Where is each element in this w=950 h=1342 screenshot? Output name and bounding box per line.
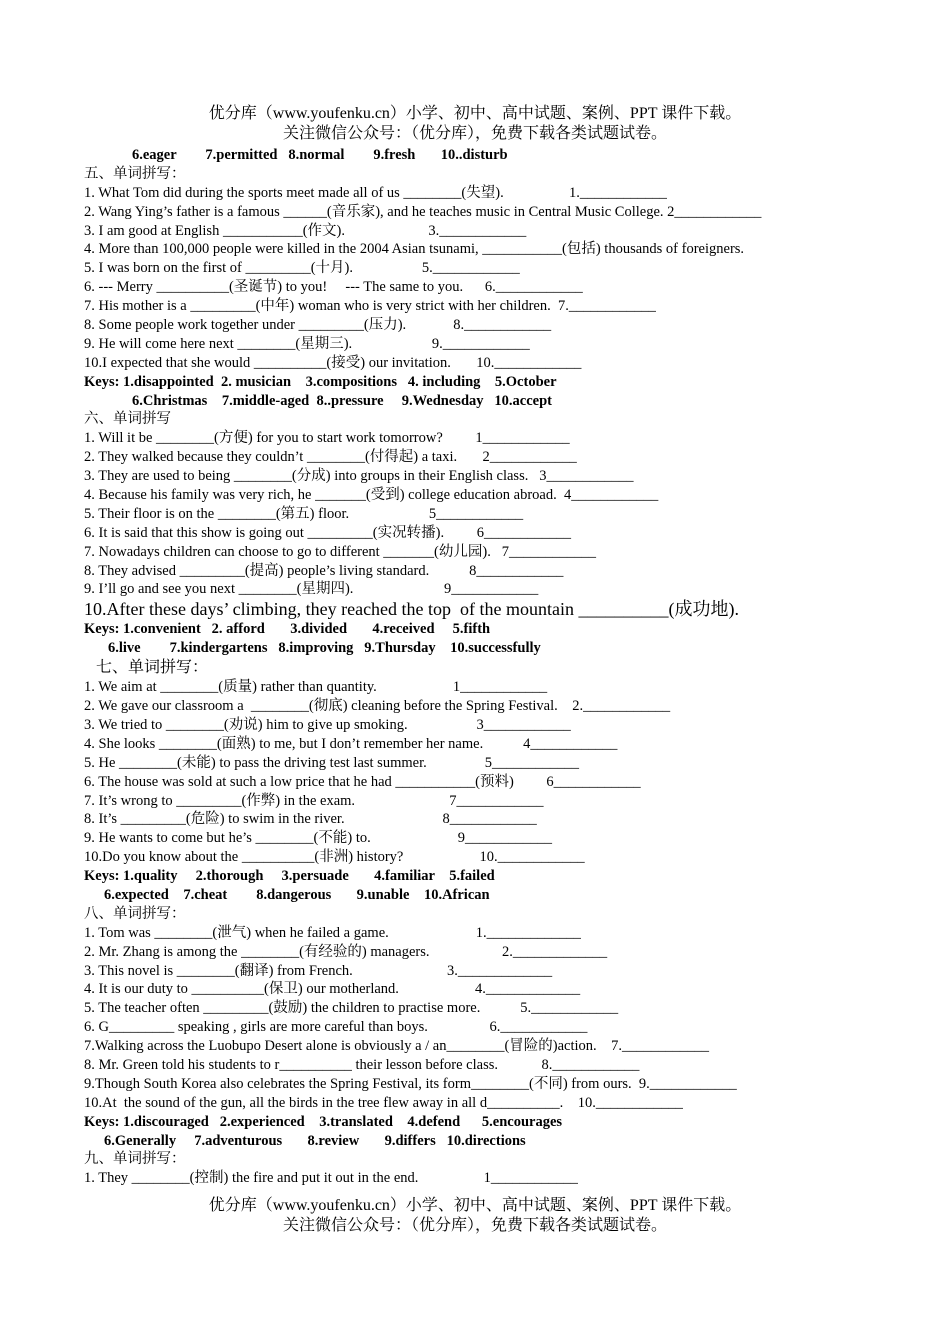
- exercise-line: 10.Do you know about the __________(非洲) history? 10.____________: [84, 849, 585, 866]
- exercise-line: 8. Some people work together under _________(压力). 8.____________: [84, 317, 552, 334]
- exercise-line: 4. More than 100,000 people were killed in the 2004 Asian tsunami, ___________(包括) thousands of foreigners.: [84, 241, 745, 258]
- exercise-line: 7. It’s wrong to _________(作弊) in the exam. 7____________: [84, 792, 544, 809]
- answer-keys-line: Keys: 1.disappointed 2. musician 3.compositions 4. including 5.October: [84, 373, 557, 390]
- section-heading: 五、单词拼写：: [84, 165, 186, 182]
- header-line-1: 优分库（www.youfenku.cn）小学、初中、高中试题、案例、PPT 课件下载。: [208, 105, 742, 122]
- exercise-line: 6. The house was sold at such a low price that he had ___________(预料) 6____________: [84, 773, 641, 790]
- exercise-line: 2. Mr. Zhang is among the ________(有经验的) managers. 2._____________: [84, 943, 608, 960]
- exercise-line: 10.I expected that she would __________(接受) our invitation. 10.____________: [84, 354, 582, 371]
- section-heading: 六、单词拼写: [84, 411, 171, 428]
- exercise-body: [84, 146, 944, 1188]
- exercise-line: 7. Nowadays children can choose to go to different _______(幼儿园). 7____________: [84, 543, 596, 560]
- answer-keys-line: Keys: 1.convenient 2. afford 3.divided 4.received 5.fifth: [84, 621, 491, 638]
- exercise-line: 3. They are used to being ________(分成) into groups in their English class. 3____________: [84, 468, 634, 485]
- exercise-line: 7. His mother is a _________(中年) woman who is very strict with her children. 7.____________: [84, 298, 656, 315]
- footer-line-1: 优分库（www.youfenku.cn）小学、初中、高中试题、案例、PPT 课件下载。: [208, 1197, 742, 1214]
- exercise-line: 4. She looks ________(面熟) to me, but I don’t remember her name. 4____________: [84, 735, 618, 752]
- exercise-line: 8. They advised _________(提高) people’s living standard. 8____________: [84, 562, 564, 579]
- exercise-line: 9.Though South Korea also celebrates the Spring Festival, its form________(不同) from ours. 9.____________: [84, 1075, 737, 1092]
- exercise-line: 1. We aim at ________(质量) rather than quantity. 1____________: [84, 679, 548, 696]
- exercise-line: 1. What Tom did during the sports meet made all of us ________(失望). 1.____________: [84, 184, 667, 201]
- exercise-line: 5. I was born on the first of _________(十月). 5.____________: [84, 260, 520, 277]
- answer-keys-line: 6.expected 7.cheat 8.dangerous 9.unable 10.African: [104, 886, 490, 903]
- answer-keys-line: 6.live 7.kindergartens 8.improving 9.Thursday 10.successfully: [108, 640, 541, 657]
- answer-keys-line: 6.Generally 7.adventurous 8.review 9.differs 10.directions: [104, 1132, 526, 1149]
- page-footer: [0, 1196, 950, 1236]
- exercise-line: 3. We tried to ________(劝说) him to give up smoking. 3____________: [84, 716, 571, 733]
- exercise-line: 10.At the sound of the gun, all the birds in the tree flew away in all d__________. 10.____________: [84, 1094, 683, 1111]
- exercise-line: 8. It’s _________(危险) to swim in the river. 8____________: [84, 811, 537, 828]
- exercise-line: 5. He ________(未能) to pass the driving test last summer. 5____________: [84, 754, 579, 771]
- exercise-line: 4. Because his family was very rich, he _______(受到) college education abroad. 4____________: [84, 487, 659, 504]
- answer-keys-line: Keys: 1.discouraged 2.experienced 3.translated 4.defend 5.encourages: [84, 1113, 563, 1130]
- answer-keys-line: 6.eager 7.permitted 8.normal 9.fresh 10..disturb: [132, 147, 508, 163]
- exercise-line: 3. I am good at English ___________(作文). 3.____________: [84, 222, 527, 239]
- exercise-line: 9. I’ll go and see you next ________(星期四). 9____________: [84, 581, 539, 598]
- page-header: [0, 104, 950, 144]
- exercise-line: 6. --- Merry __________(圣诞节) to you! --- The same to you. 6.____________: [84, 279, 583, 296]
- answer-keys-line: 6.Christmas 7.middle-aged 8..pressure 9.Wednesday 10.accept: [132, 392, 552, 409]
- exercise-line: 9. He wants to come but he’s ________(不能) to. 9____________: [84, 830, 552, 847]
- exercise-line: 3. This novel is ________(翻译) from French. 3._____________: [84, 962, 553, 979]
- exercise-line: 5. Their floor is on the ________(第五) floor. 5____________: [84, 505, 524, 522]
- exercise-line: 1. Tom was ________(泄气) when he failed a game. 1._____________: [84, 924, 581, 941]
- exercise-line: 2. Wang Ying’s father is a famous ______(音乐家), and he teaches music in Central Music College. 2____________: [84, 203, 762, 220]
- exercise-line: 7.Walking across the Luobupo Desert alone is obviously a / an________(冒险的)action. 7.____________: [84, 1038, 710, 1055]
- exercise-line: 2. We gave our classroom a ________(彻底) cleaning before the Spring Festival. 2.____________: [84, 698, 671, 715]
- exercise-line: 1. They ________(控制) the fire and put it out in the end. 1____________: [84, 1170, 578, 1187]
- exercise-line: 1. Will it be ________(方便) for you to start work tomorrow? 1____________: [84, 430, 570, 447]
- section-heading: 九、单词拼写：: [84, 1151, 186, 1168]
- exercise-line: 6. It is said that this show is going out _________(实况转播). 6____________: [84, 524, 571, 541]
- section-heading: 七、单词拼写：: [96, 659, 209, 677]
- answer-keys-line: Keys: 1.quality 2.thorough 3.persuade 4.familiar 5.failed: [84, 868, 495, 885]
- exercise-line: 10.After these days’ climbing, they reached the top of the mountain __________(成功地).: [84, 599, 740, 620]
- exercise-line: 6. G_________ speaking , girls are more careful than boys. 6.____________: [84, 1019, 588, 1036]
- exercise-line: 4. It is our duty to __________(保卫) our motherland. 4._____________: [84, 981, 581, 998]
- header-line-2: 关注微信公众号：（优分库），免费下载各类试题试卷。: [282, 125, 667, 142]
- exercise-line: 9. He will come here next ________(星期三). 9.____________: [84, 335, 530, 352]
- section-heading: 八、单词拼写：: [84, 905, 186, 922]
- exercise-line: 5. The teacher often _________(鼓励) the children to practise more. 5.____________: [84, 1000, 619, 1017]
- exercise-line: 2. They walked because they couldn’t ________(付得起) a taxi. 2____________: [84, 449, 577, 466]
- exercise-line: 8. Mr. Green told his students to r__________ their lesson before class. 8.____________: [84, 1056, 640, 1073]
- footer-line-2: 关注微信公众号：（优分库），免费下载各类试题试卷。: [282, 1217, 667, 1234]
